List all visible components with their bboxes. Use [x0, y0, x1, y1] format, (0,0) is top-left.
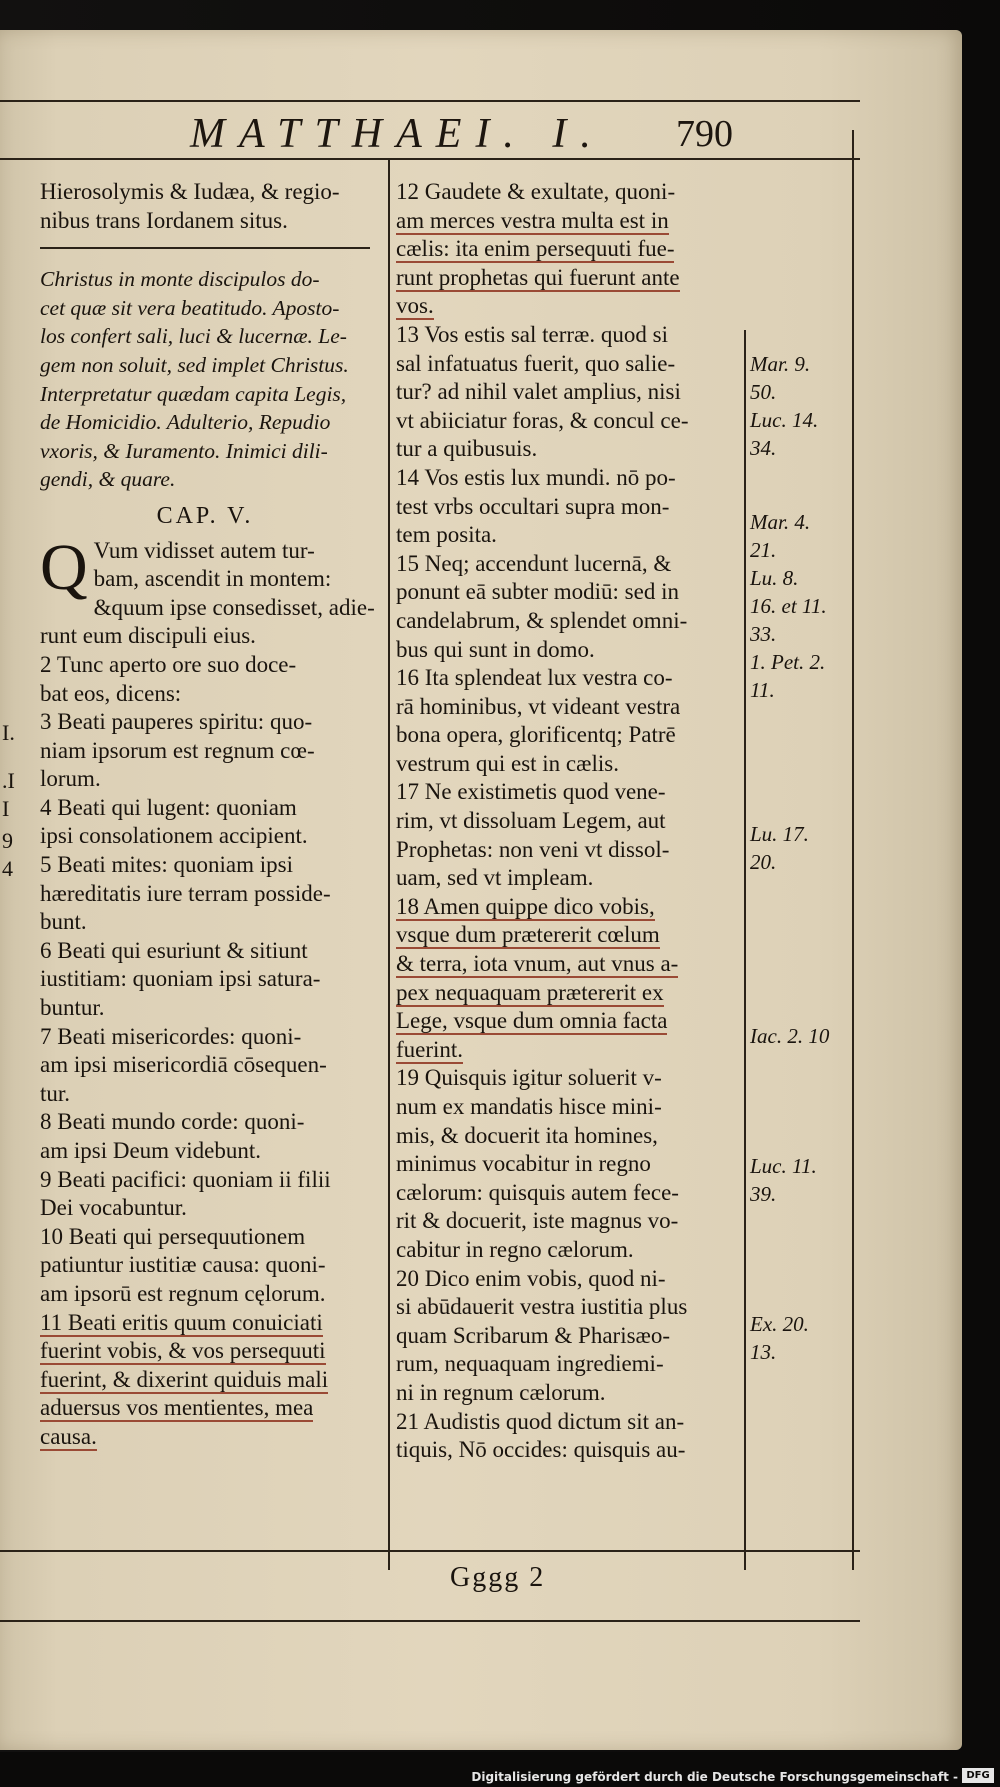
margin-reference: Ex. 20. — [750, 1312, 809, 1336]
summary-line: de Homicidio. Adulterio, Repudio — [40, 410, 331, 435]
verse-line: 21 Audistis quod dictum sit an- — [396, 1408, 685, 1434]
column-divider — [388, 160, 390, 1570]
verse-line: 10 Beati qui persequutionem — [40, 1223, 306, 1249]
verse-line: buntur. — [40, 995, 105, 1021]
left-body-text — [40, 530, 375, 1452]
verse-line: bus qui sunt in domo. — [396, 636, 595, 662]
verse-line — [396, 207, 746, 236]
right-border — [852, 130, 854, 1570]
verse-line: 6 Beati qui esuriunt & sitiunt — [40, 937, 308, 963]
margin-reference: 33. — [750, 622, 777, 646]
verse-line: iustitiam: quoniam ipsi satura- — [40, 966, 321, 992]
verse-line: test vrbs occultari supra mon- — [396, 493, 670, 519]
verse-line: 4 Beati qui lugent: quoniam — [40, 794, 297, 820]
underlined-text: fuerint. — [396, 1036, 464, 1062]
left-column — [40, 178, 375, 1452]
page-number: 790 — [676, 113, 733, 155]
margin-reference: 50. — [750, 380, 777, 404]
verse-line — [396, 921, 746, 950]
verse-line — [40, 1366, 370, 1395]
section-rule — [40, 247, 370, 249]
digitization-credit: Digitalisierung gefördert durch die Deutsche Forschungsgemeinschaft - — [471, 1770, 958, 1784]
verse-line — [396, 1007, 746, 1036]
verse-line: am ipsi Deum videbunt. — [40, 1138, 262, 1163]
verse-line — [396, 292, 746, 321]
verse-line: &quum ipse consedisset, adie- — [93, 594, 375, 620]
summary-line: Interpretatur quædam capita Legis, — [40, 381, 347, 406]
margin-reference: 20. — [750, 850, 777, 874]
verse-line: bunt. — [40, 909, 87, 935]
margin-reference: 1. Pet. 2. — [750, 650, 826, 674]
verse-line: 19 Quisquis igitur soluerit v- — [396, 1065, 662, 1091]
verse-line: bona opera, glorificentq; Patrē — [396, 722, 676, 748]
edge-mark: 4 — [2, 856, 13, 881]
chapter-heading: CAP. V. — [156, 502, 254, 529]
edge-mark: 9 — [2, 828, 13, 853]
verse-line: 16 Ita splendeat lux vestra co- — [396, 665, 673, 691]
bottom-rule — [0, 1550, 860, 1552]
margin-reference: Mar. 4. — [750, 510, 811, 534]
underlined-text: aduersus vos mentientes, mea — [40, 1395, 314, 1421]
margin-reference: Lu. 8. — [750, 566, 799, 590]
underlined-text: fuerint, & dixerint quiduis mali — [40, 1366, 329, 1392]
verse-line: tur. — [40, 1080, 71, 1106]
verse-line — [40, 1394, 370, 1423]
verse-line: sal infatuatus fuerit, quo salie- — [396, 350, 676, 376]
verse-line: tur a quibusuis. — [396, 436, 538, 462]
verse-line: ponunt eā subter modiū: sed in — [396, 579, 679, 605]
margin-reference: 16. et 11. — [750, 594, 827, 618]
underlined-text: 18 Amen quippe dico vobis, — [396, 893, 655, 919]
verse-line: 12 Gaudete & exultate, quoni- — [396, 179, 676, 204]
summary-line: gem non soluit, sed implet Christus. — [40, 352, 349, 377]
verse-line — [40, 1337, 370, 1366]
underlined-text: vsque dum prætererit cœlum — [396, 922, 660, 948]
verse-line: patiuntur iustitiæ causa: quoni- — [40, 1252, 326, 1278]
margin-reference: 13. — [750, 1340, 777, 1364]
verse-line: am ipsi misericordiā cōsequen- — [40, 1052, 327, 1078]
verse-line: vt abiiciatur foras, & concul ce- — [396, 407, 689, 433]
margin-reference: Lu. 17. — [750, 822, 809, 846]
verse-line: vestrum qui est in cælis. — [396, 750, 619, 776]
verse-line: quam Scribarum & Pharisæo- — [396, 1322, 671, 1348]
verse-line — [396, 950, 746, 979]
verse-line: 3 Beati pauperes spiritu: quo- — [40, 709, 313, 735]
verse-line: 17 Ne existimetis quod vene- — [396, 779, 666, 805]
edge-mark: I. — [2, 720, 15, 745]
running-head: MATTHAEI. I. — [190, 111, 605, 157]
verse-line: tur? ad nihil valet amplius, nisi — [396, 379, 681, 405]
verse-line: tiquis, Nō occides: quisquis au- — [396, 1437, 686, 1463]
verse-line: Dei vocabuntur. — [40, 1195, 187, 1221]
verse-line — [396, 1036, 746, 1065]
middle-column — [396, 178, 746, 1465]
verse-line: rum, nequaquam ingrediemi- — [396, 1351, 664, 1377]
verse-line: tem posita. — [396, 522, 497, 548]
summary-line: vxoris, & Iuramento. Inimici dili- — [40, 438, 328, 463]
verse-line: uam, sed vt impleam. — [396, 865, 594, 891]
verse-line: Vum vidisset autem tur- — [93, 537, 315, 563]
underlined-text: pex nequaquam prætererit ex — [396, 979, 664, 1005]
verse-line: am ipsorū est regnum cęlorum. — [40, 1280, 326, 1306]
verse-line — [396, 979, 746, 1008]
verse-line: 8 Beati mundo corde: quoni- — [40, 1109, 305, 1135]
edge-mark: .I — [2, 768, 15, 793]
margin-reference: Mar. 9. — [750, 352, 811, 376]
summary-line: los confert sali, luci & lucernæ. Le- — [40, 324, 347, 349]
verse-line: candelabrum, & splendet omni- — [396, 607, 688, 633]
underlined-text: 11 Beati eritis quum conuiciati — [40, 1309, 323, 1335]
underlined-text: & terra, iota vnum, aut vnus a- — [396, 951, 679, 977]
underlined-text: am merces vestra multa est in — [396, 207, 669, 233]
top-rule — [0, 100, 860, 102]
margin-reference: Iac. 2. 10 — [750, 1024, 830, 1048]
verse-line — [396, 893, 746, 922]
verse-line: bam, ascendit in montem: — [93, 566, 332, 592]
verse-line — [40, 1309, 370, 1338]
margin-reference: 21. — [750, 538, 777, 562]
verse-line — [396, 235, 746, 264]
verse-line: rā hominibus, vt videant vestra — [396, 693, 681, 719]
header-rule — [0, 158, 860, 160]
footer-rule — [0, 1620, 860, 1622]
verse-line: 15 Neq; accendunt lucernā, & — [396, 550, 672, 576]
margin-reference: Luc. 14. — [750, 408, 819, 432]
verse-line: 5 Beati mites: quoniam ipsi — [40, 852, 293, 878]
margin-reference: 11. — [750, 678, 775, 702]
dfg-logo: DFG — [962, 1768, 994, 1783]
verse-line: rit & docuerit, iste magnus vo- — [396, 1208, 679, 1234]
underlined-text: runt prophetas qui fuerunt ante — [396, 264, 680, 290]
verse-line: cabitur in regno cælorum. — [396, 1236, 634, 1262]
verse-line: 20 Dico enim vobis, quod ni- — [396, 1265, 666, 1291]
verse-line: niam ipsorum est regnum cœ- — [40, 737, 315, 763]
verse-line: minimus vocabitur in regno — [396, 1151, 651, 1177]
summary-line: cet quæ sit vera beatitudo. Aposto- — [40, 295, 340, 320]
underlined-text: fuerint vobis, & vos persequuti — [40, 1338, 326, 1364]
verse-line: rim, vt dissoluam Legem, aut — [396, 808, 666, 834]
drop-cap: Q — [40, 530, 88, 604]
verse-line — [40, 1423, 370, 1452]
summary-line: gendi, & quare. — [40, 467, 176, 492]
edge-mark: I — [2, 796, 10, 821]
verse-line: cælorum: quisquis autem fece- — [396, 1179, 679, 1205]
verse-line: si abūdauerit vestra iustitia plus — [396, 1294, 688, 1320]
verse-line — [396, 264, 746, 293]
verse-line: Prophetas: non veni vt dissol- — [396, 836, 670, 862]
margin-reference: Luc. 11. — [750, 1154, 817, 1178]
underlined-text: cælis: ita enim persequuti fue- — [396, 236, 675, 262]
verse-line: 7 Beati misericordes: quoni- — [40, 1023, 302, 1049]
intro-line: Hierosolymis & Iudæa, & regio- — [40, 179, 340, 204]
verse-line: 9 Beati pacifici: quoniam ii filii — [40, 1166, 331, 1192]
verse-line: lorum. — [40, 766, 101, 792]
verse-line: hæreditatis iure terram posside- — [40, 880, 331, 906]
catchword: Gggg 2 — [450, 1562, 546, 1593]
intro-line: nibus trans Iordanem situs. — [40, 207, 288, 233]
verse-line: bat eos, dicens: — [40, 680, 182, 706]
margin-reference: 39. — [750, 1182, 777, 1206]
summary-line: Christus in monte discipulos do- — [40, 267, 320, 292]
verse-line: 13 Vos estis sal terræ. quod si — [396, 321, 668, 347]
verse-line: 14 Vos estis lux mundi. nō po- — [396, 464, 676, 490]
underlined-text: causa. — [40, 1423, 97, 1449]
intro-text — [40, 178, 370, 235]
verse-line: ipsi consolationem accipient. — [40, 823, 308, 849]
margin-reference: 34. — [750, 436, 777, 460]
verse-line: runt eum discipuli eius. — [40, 623, 256, 649]
verse-line: ni in regnum cælorum. — [396, 1379, 606, 1405]
verse-line: num ex mandatis hisce mini- — [396, 1094, 662, 1119]
underlined-text: vos. — [396, 293, 434, 319]
chapter-summary — [40, 265, 370, 494]
verse-line: 2 Tunc aperto ore suo doce- — [40, 651, 297, 677]
underlined-text: Lege, vsque dum omnia facta — [396, 1008, 668, 1034]
verse-line: mis, & docuerit ita homines, — [396, 1122, 658, 1148]
